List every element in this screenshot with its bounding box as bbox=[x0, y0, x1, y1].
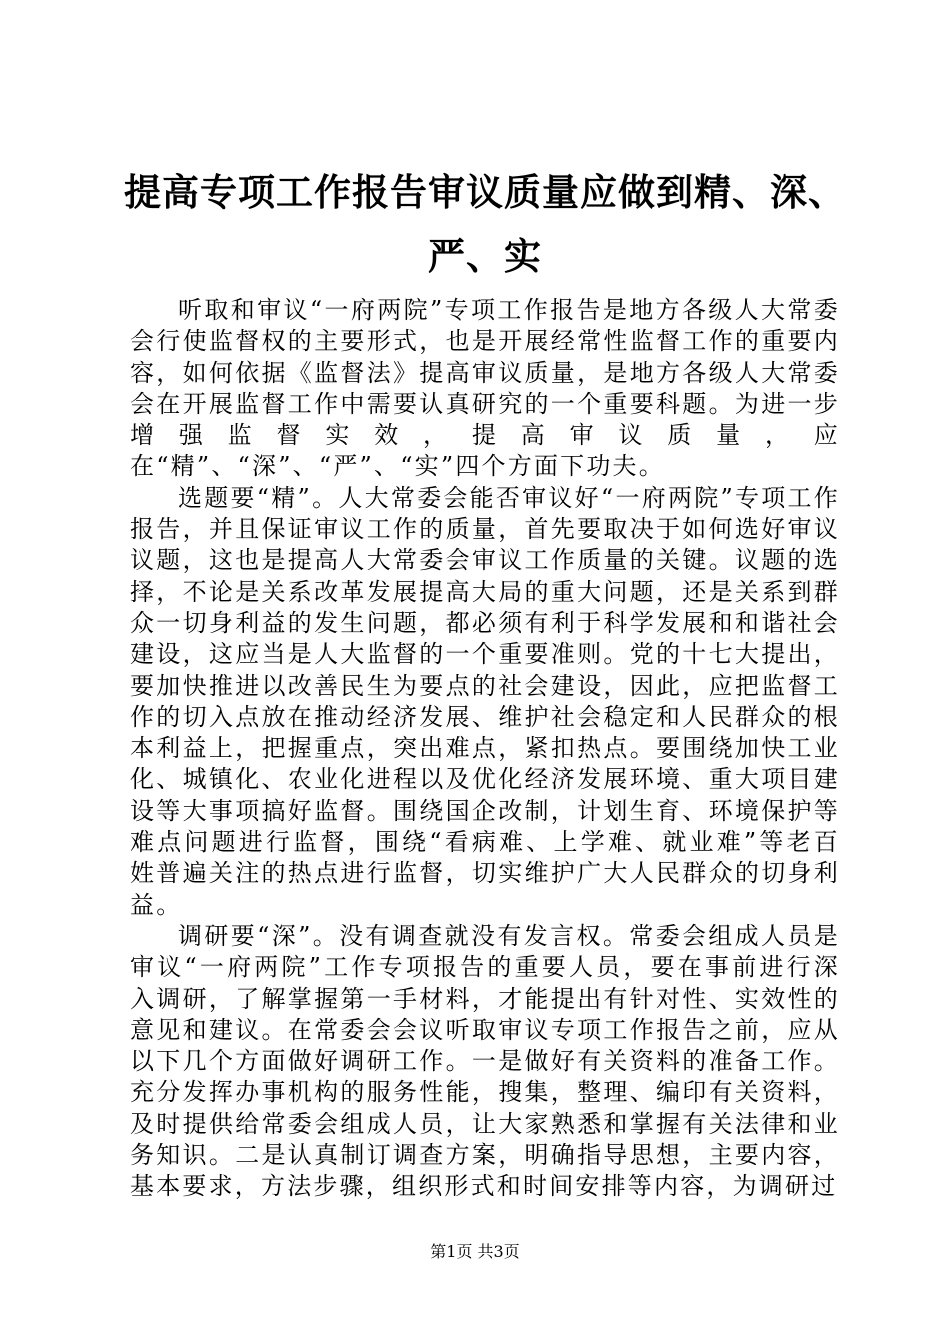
paragraph: 选题要“精”。人大常委会能否审议好“一府两院”专项工作报告，并且保证审议工作的质量，首先要取决于如何选好审议议题，这也是提高人大常委会审议工作质量的关键。议题的选择，不论是关系改革发展提高大局的重大问题，还是关系到群众一切身利益的发生问题，都必须有利于科学发展和和谐社会建设，这应当是人大监督的一个重要准则。党的十七大提出，要加快推进以改善民生为要点的社会建设，因此，应把监督工作的切入点放在推动经济发展、维护社会稳定和人民群众的根本利益上，把握重点，突出难点，紧扣热点。要围绕加快工业化、城镇化、农业化进程以及优化经济发展环境、重大项目建设等大事项搞好监督。围绕国企改制，计划生育、环境保护等难点问题进行监督，围绕“看病难、上学难、就业难”等老百姓普遍关注的热点进行监督，切实维护广大人民群众的切身利益。 bbox=[130, 483, 840, 919]
document-title: 提高专项工作报告审议质量应做到精、深、严、实 bbox=[124, 170, 846, 278]
paragraph: 调研要“深”。没有调查就没有发言权。常委会组成人员是审议“一府两院”工作专项报告的重要人员，要在事前进行深入调研，了解掌握第一手材料，才能提出有针对性、实效性的意见和建议。在常委会会议听取审议专项工作报告之前，应从以下几个方面做好调研工作。一是做好有关资料的准备工作。充分发挥办事机构的服务性能，搜集，整理、编印有关资料，及时提供给常委会组成人员，让大家熟悉和掌握有关法律和业务知识。二是认真制订调查方案，明确指导思想，主要内容，基本要求，方法步骤，组织形式和时间安排等内容，为调研过 bbox=[130, 921, 840, 1201]
document-body bbox=[130, 295, 840, 1203]
page-number-footer: 第1页 共3页 bbox=[430, 1242, 520, 1261]
paragraph: 听取和审议“一府两院”专项工作报告是地方各级人大常委会行使监督权的主要形式，也是开展经常性监督工作的重要内容，如何依据《监督法》提高审议质量，是地方各级人大常委会在开展监督工作中需要认真研究的一个重要科题。为进一步增强监督实效，提高审议质量，应在“精”、“深”、“严”、“实”四个方面下功夫。 bbox=[130, 296, 840, 481]
